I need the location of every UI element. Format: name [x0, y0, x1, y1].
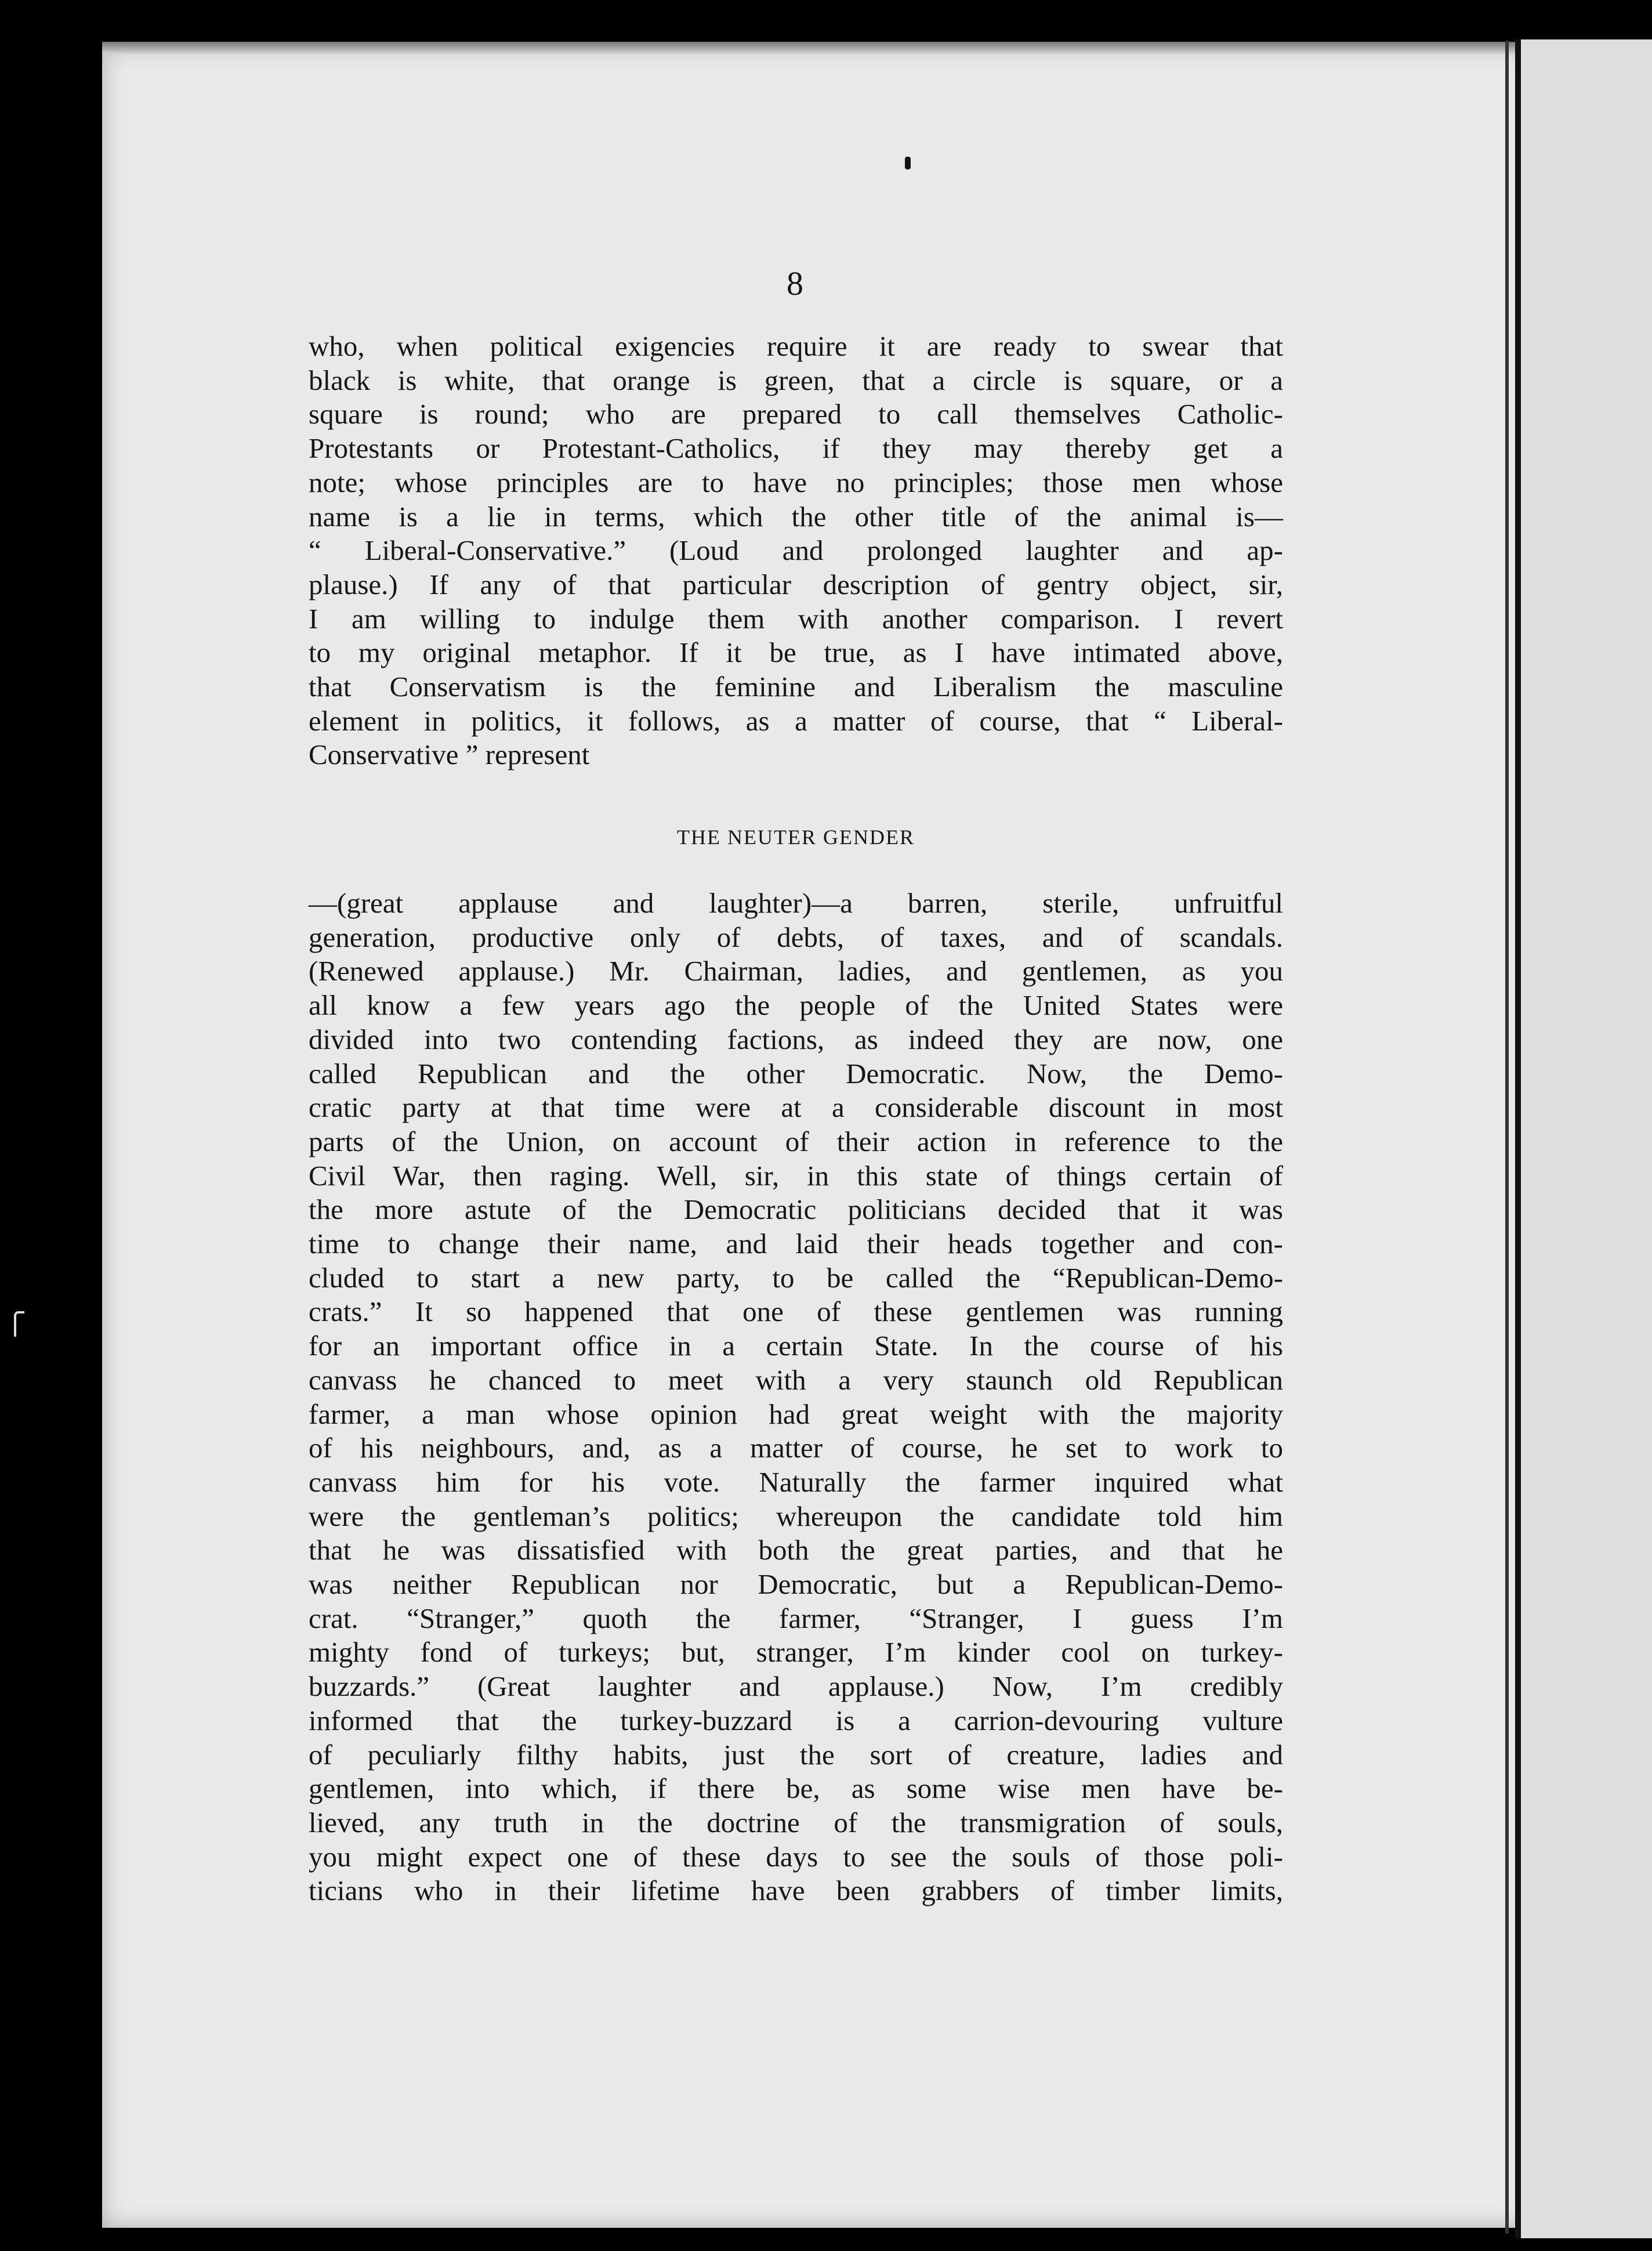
text-line: plause.) If any of that particular description of gentry object, sir, — [309, 568, 1283, 600]
text-line: square is round; who are prepared to call themselves Catholic- — [309, 398, 1283, 430]
text-line: farmer, a man whose opinion had great weight with the majority — [309, 1398, 1283, 1430]
text-line: to my original metaphor. If it be true, as I have intimated above, — [309, 636, 1283, 669]
paragraph-1 — [309, 330, 1283, 772]
text-line: cratic party at that time were at a considerable discount in most — [309, 1091, 1283, 1124]
text-line: Protestants or Protestant-Catholics, if they may thereby get a — [309, 432, 1283, 465]
margin-mark — [14, 1311, 24, 1337]
text-line: buzzards.” (Great laughter and applause.) Now, I’m credibly — [309, 1670, 1283, 1703]
paragraph-2 — [309, 886, 1283, 1908]
text-line: cluded to start a new party, to be called the “Republican-Demo- — [309, 1261, 1283, 1294]
text-line: mighty fond of turkeys; but, stranger, I’m kinder cool on turkey- — [309, 1636, 1283, 1669]
text-line: canvass he chanced to meet with a very staunch old Republican — [309, 1363, 1283, 1396]
page-top-shadow — [102, 42, 1517, 55]
ink-speck — [905, 157, 911, 169]
text-line: that he was dissatisfied with both the great parties, and that he — [309, 1534, 1283, 1566]
text-line: all know a few years ago the people of the United States were — [309, 989, 1283, 1022]
text-line: of peculiarly filthy habits, just the sort of creature, ladies and — [309, 1738, 1283, 1771]
text-line: parts of the Union, on account of their action in reference to the — [309, 1125, 1283, 1157]
text-line: —(great applause and laughter)—a barren, sterile, unfruitful — [309, 887, 1283, 919]
text-line: “ Liberal-Conservative.” (Loud and prolonged laughter and ap- — [309, 534, 1283, 567]
text-line: you might expect one of these days to see the souls of those poli- — [309, 1840, 1283, 1873]
text-line: were the gentleman’s politics; whereupon the candidate told him — [309, 1500, 1283, 1532]
section-heading: THE NEUTER GENDER — [677, 826, 915, 849]
text-line: informed that the turkey-buzzard is a carrion-devouring vulture — [309, 1704, 1283, 1736]
text-line: canvass him for his vote. Naturally the farmer inquired what — [309, 1465, 1283, 1498]
text-line: Civil War, then raging. Well, sir, in this state of things certain of — [309, 1159, 1283, 1192]
text-line: was neither Republican nor Democratic, but a Republican-Demo- — [309, 1568, 1283, 1601]
text-line: crats.” It so happened that one of these gentlemen was running — [309, 1295, 1283, 1328]
text-line: who, when political exigencies require it are ready to swear that — [309, 330, 1283, 362]
text-line: time to change their name, and laid their heads together and con- — [309, 1228, 1283, 1260]
text-line: called Republican and the other Democratic. Now, the Demo- — [309, 1057, 1283, 1090]
binding-fold — [1505, 41, 1509, 2234]
text-line: Conservative ” represent — [309, 739, 590, 771]
text-line: I am willing to indulge them with another comparison. I revert — [309, 602, 1283, 635]
text-line: (Renewed applause.) Mr. Chairman, ladies, and gentlemen, as you — [309, 955, 1283, 987]
text-line: ticians who in their lifetime have been grabbers of timber limits, — [309, 1874, 1283, 1907]
text-line: the more astute of the Democratic politicians decided that it was — [309, 1193, 1283, 1226]
text-line: crat. “Stranger,” quoth the farmer, “Stranger, I guess I’m — [309, 1602, 1283, 1634]
text-line: lieved, any truth in the doctrine of the transmigration of souls, — [309, 1806, 1283, 1839]
text-line: black is white, that orange is green, that a circle is square, or a — [309, 364, 1283, 396]
text-line: name is a lie in terms, which the other title of the animal is— — [309, 500, 1283, 533]
text-line: of his neighbours, and, as a matter of course, he set to work to — [309, 1432, 1283, 1464]
text-line: for an important office in a certain State. In the course of his — [309, 1330, 1283, 1362]
text-line: gentlemen, into which, if there be, as some wise men have be- — [309, 1772, 1283, 1805]
text-line: element in politics, it follows, as a matter of course, that “ Liberal- — [309, 704, 1283, 737]
text-line: that Conservatism is the feminine and Liberalism the masculine — [309, 671, 1283, 703]
page-number: 8 — [787, 265, 803, 302]
text-line: divided into two contending factions, as indeed they are now, one — [309, 1023, 1283, 1055]
text-line: generation, productive only of debts, of taxes, and of scandals. — [309, 921, 1283, 953]
adjacent-page-edge — [1515, 39, 1652, 2238]
text-line: note; whose principles are to have no principles; those men whose — [309, 466, 1283, 498]
